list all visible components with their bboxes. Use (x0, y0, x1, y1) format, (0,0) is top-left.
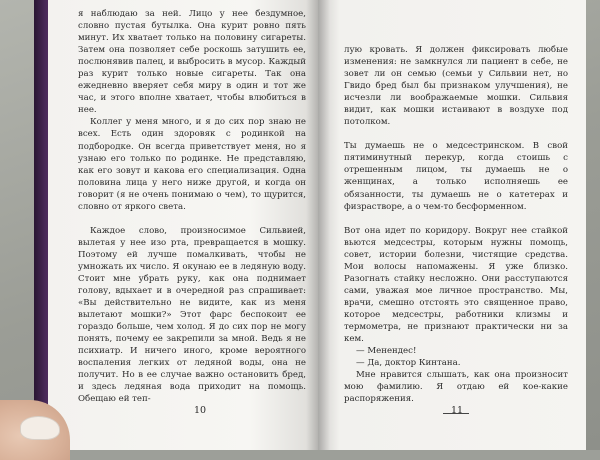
right-paragraph-1: лую кровать. Я должен фиксировать любые изменения: не замкнулся ли пациент в себе, не зовет ли он семью (семьи у Сильвии нет, но Гвидо бред был бы признаком улучшения), не исчезли ли воображаемые мошки. Сильвия видит, как мошки истаивают в воздухе под потолком. (344, 45, 568, 128)
section-gap (78, 213, 306, 225)
right-paragraph-4: Мне нравится слышать, как она произносит мою фамилию. Я отдаю ей кое-какие распоряжения. (344, 370, 568, 405)
right-page (318, 0, 586, 450)
left-paragraph-2: Коллег у меня много, и я до сих пор знаю не всех. Есть один здоровяк с родинкой на подбородке. Он всегда приветствует меня, но я узнаю его только по родинке. Не представляю, как его зовут и какова его специализация. Одна половина лица у него ниже другой, и когда он говорит (я не очень понимаю о чем), то щурится, словно от яркого света. (78, 117, 306, 212)
left-paragraph-3: Каждое слово, произносимое Сильвией, вылетая у нее изо рта, превращается в мошку. Поэтому ей лучше помалкивать, чтобы не умножать их число. Я окунаю ее в ледяную воду. Стоит мне убрать руку, как она поднимает голову, вдыхает и в очередной раз спрашивает: «Вы действительно не видите, как из меня вылетают мошки?» Этот фарс беспокоит ее гораздо больше, чем холод. Я до сих пор не могу понять, почему ее закрепили за мной. Ведь я не психиатр. И ничего иного, кроме вероятного воспаления легких от ледяной воды, она не получит. Но в ее случае важно остановить бред, и здесь ледяная вода приходит на помощь. Обещаю ей теп- (78, 225, 306, 405)
section-gap (344, 213, 568, 225)
right-page-number: 11 (450, 405, 464, 416)
right-dialogue-1: — Менендес! (356, 346, 417, 357)
right-paragraph-3: Вот она идет по коридору. Вокруг нее стайкой вьются медсестры, которым нужны помощь, совет, истории болезни, чистящие средства. Мои волосы напомажены. Я уже близко. Разогнать стайку несложно. Они расступаются сами, уважая мое личное пространство. Мы, врачи, смешно отстоять это священное право, которое медсестры, работники клизмы и термометра, не признают практически ни за кем. (344, 225, 568, 345)
left-page-number: 10 (193, 405, 207, 416)
thumb-nail (20, 416, 60, 440)
right-dialogue-2: — Да, доктор Кинтана. (356, 358, 461, 369)
section-gap (344, 128, 568, 140)
right-paragraph-2: Ты думаешь не о медсестринском. В свой пятиминутный перекур, когда стоишь с отрешенным лицом, ты думаешь не о женщинах, а только исполняешь ее обязанности, ты думаешь не о катетерах и физрастворе, а о чем-то бесформенном. (344, 141, 568, 212)
left-page (48, 0, 318, 450)
left-paragraph-1: я наблюдаю за ней. Лицо у нее бездумное, словно пустая бутылка. Она курит ровно пять минут. Их хватает только на половину сигареты. Затем она позволяет себе роскошь затушить ее, послюнявив палец, и выбросить в мусор. Каждый раз курит только новые сигареты. Так она ежедневно вверяет себя миру в один и тот же час, и этого вполне хватает, чтобы влюбиться в нее. (78, 9, 306, 116)
